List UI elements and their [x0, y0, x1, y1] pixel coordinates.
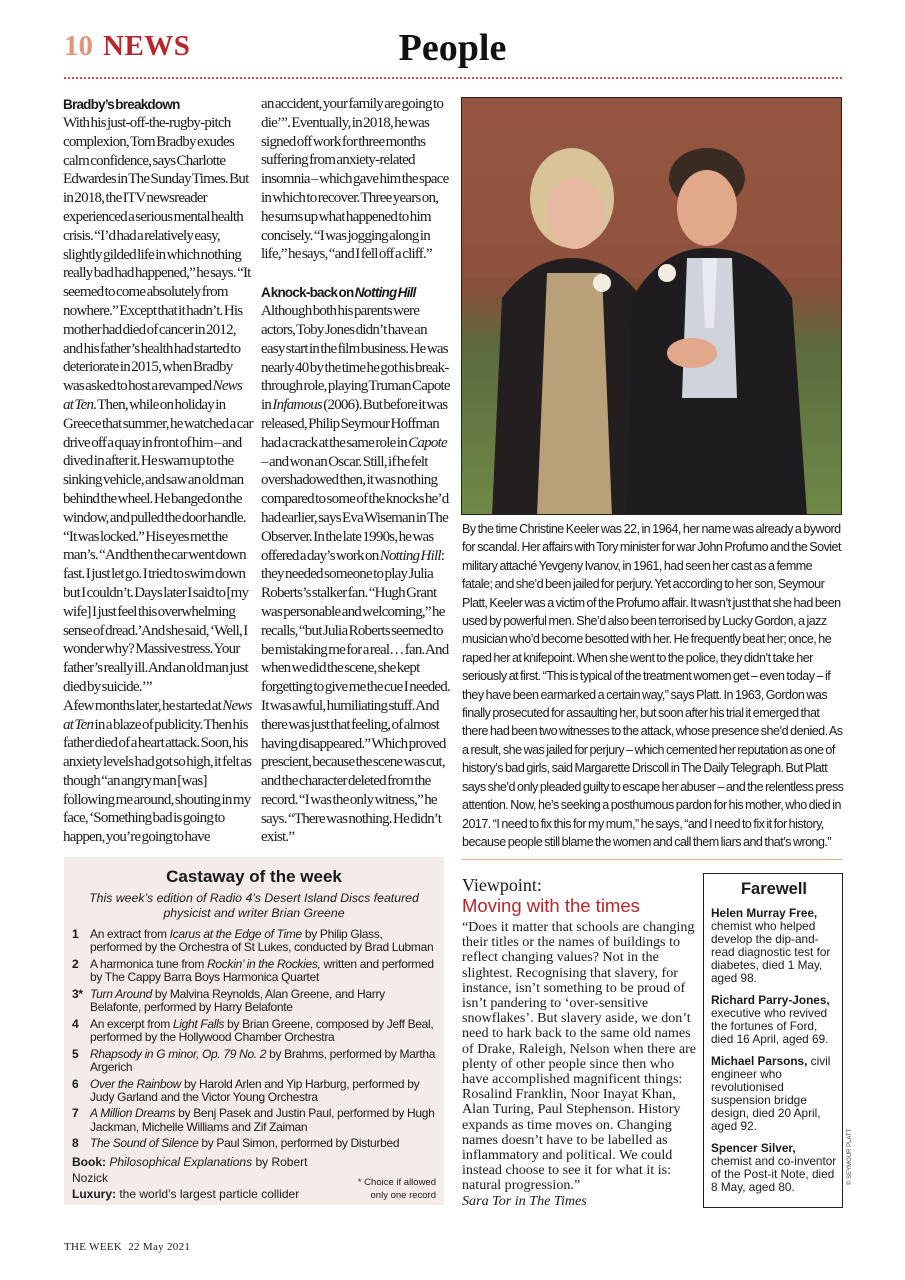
castaway-item [72, 1078, 436, 1104]
castaway-item-text [90, 1107, 436, 1133]
header-divider [64, 77, 842, 79]
text-run: by Benj Pasek and Justin Paul, performed by Hugh Jackman, Michelle Williams and Zif Zaiman [90, 1106, 435, 1134]
keeler-photo [461, 97, 842, 515]
text-run: Light Falls [172, 1016, 225, 1031]
text-run: Over the Rainbow [90, 1076, 182, 1091]
footer-publication: THE WEEK [64, 1241, 123, 1253]
text-run: by Paul Simon, performed by Disturbed [198, 1136, 400, 1151]
luxury-value: the world’s largest particle collider [116, 1187, 300, 1202]
section-label: NEWS [103, 30, 191, 62]
text-run: With his just-off-the-rugby-pitch complexion, Tom Bradby exudes calm confidence, says Charlotte Edwardes in The Sunday Times. But in 2018, the ITV newsreader experienced a serious mental health crisis. “I’d had a relatively easy, slightly gilded life in which nothing really bad had happened,” he says. “It seemed to come absolutely from nowhere.” Except that it hadn’t. His mother had died of cancer in 2012, and his father’s health had started to deteriorate in 2015, when Bradby was asked to host a revamped [63, 115, 251, 395]
book-value [72, 1155, 307, 1185]
castaway-item-number: 4 [72, 1016, 79, 1031]
caption-divider [462, 859, 842, 860]
text-run: News at Ten [63, 378, 243, 413]
castaway-item-number: 7 [72, 1106, 79, 1121]
castaway-footer [72, 1154, 436, 1202]
castaway-list [72, 928, 436, 1154]
article-column-2 [261, 95, 451, 847]
farewell-name: Helen Murray Free, [711, 906, 818, 920]
castaway-item [72, 1018, 436, 1044]
castaway-item-number: 1 [72, 927, 79, 941]
text-run: A few months later, he started at [63, 697, 223, 714]
text-run: by Malvina Reynolds, Alan Greene, and Harry Belafonte, performed by Harry Belafonte [90, 986, 385, 1015]
castaway-item-number: 8 [72, 1136, 79, 1151]
photo-illustration [462, 98, 842, 515]
page-footer [64, 1241, 190, 1253]
text-run: Philosophical Explanations [109, 1155, 253, 1170]
text-run: Icarus at the Edge of Time [169, 927, 302, 941]
farewell-item [711, 907, 837, 985]
article-column-1 [63, 95, 253, 847]
castaway-title: Castaway of the week [166, 867, 342, 886]
castaway-item-text [90, 958, 436, 984]
jones-heading [261, 283, 451, 302]
text-run: by Philip Glass, performed by the Orchestra of St Lukes, conducted by Brad Lubman [90, 927, 434, 955]
text-run: This week’s edition of Radio 4’s [89, 891, 265, 905]
jones-body [261, 302, 451, 847]
farewell-desc: executive who revived the fortunes of Ford, died 16 April, aged 69. [711, 1006, 829, 1046]
text-run: – and won an Oscar. Still, if he felt overshadowed then, it was nothing compared to some of the knocks he’d had earlier, says Eva Wiseman in The Observer. In the late 1990s, he was offered a day’s work on [261, 453, 449, 564]
page-number: 10 [64, 30, 93, 62]
text-run: featured physicist and writer Brian Greene [163, 891, 419, 920]
castaway-item-text [90, 1018, 436, 1044]
castaway-item-text [90, 1078, 436, 1104]
castaway-book-luxury [72, 1154, 346, 1202]
castaway-box [64, 857, 444, 1205]
bradby-heading: Bradby’s breakdown [63, 97, 180, 112]
castaway-item-number: 2 [72, 956, 79, 971]
farewell-item [711, 1055, 837, 1133]
farewell-name: Richard Parry-Jones, [711, 993, 830, 1007]
farewell-box [703, 873, 843, 1208]
text-run: by Brahms, performed by Martha Argerich [90, 1046, 436, 1074]
castaway-item [72, 958, 436, 984]
jones-heading-title: Notting Hill [354, 285, 416, 301]
text-run: A harmonica tune from [90, 956, 208, 971]
paragraph [63, 697, 253, 847]
text-run: An excerpt from [90, 1016, 173, 1031]
text-run: Infamous [272, 397, 322, 414]
castaway-item [72, 988, 436, 1014]
castaway-book [72, 1154, 346, 1186]
farewell-desc: chemist and co-inventor of the Post-it Note, died 8 May, aged 80. [711, 1154, 837, 1194]
farewell-item [711, 1142, 837, 1194]
text-run: Notting Hill [379, 547, 441, 564]
castaway-item [72, 1107, 436, 1133]
text-run: by Harold Arlen and Yip Harburg, performed by Judy Garland and the Victor Young Orchestra [90, 1076, 420, 1104]
viewpoint-body: “Does it matter that schools are changing their titles or the names of buildings to reflect changing values? Not in the slightest. Recognising that slavery, for instance, isn’t something to be proud of isn’t pandering to ‘over-sensitive snowflakes’. But slavery aside, we don’t need to hark back to the same old names of Drake, Raleigh, Nelson when there are plenty of other people since then who have accomplished magnificent things: Rosalind Franklin, Noor Inayat Khan, Alan Turing, Paul Stephenson. History expands as time moves on. Changing names doesn’t have to be labelled as inflammatory and political. We could instead choose to see it for what it is: natural progression.” [462, 919, 697, 1194]
photo-caption: By the time Christine Keeler was 22, in 1964, her name was already a byword for scandal. Her affairs with Tory minister for war John Profumo and the Soviet military attaché Yevgeny Ivanov, in 1961, had seen her cast as a femme fatale; and she’d been jailed for perjury. Yet according to her son, Seymour Platt, Keeler was a victim of the Profumo affair. It wasn’t just that she had been used by powerful men. She’d also been terrorised by Lucky Gordon, a jazz musician who’d become besotted with her. He frequently beat her; once, he raped her at knifepoint. When she went to the police, they didn’t take her seriously at first. “This is typical of the treatment women get – even today – if they have been earmarked a certain way,” says Platt. In 1963, Gordon was finally prosecuted for assaulting her, but soon after his trial it emerged that there had been two witnesses to the attack, whose presence she’d denied. As a result, she was jailed for perjury – which cemented her reputation as one of history’s bad girls, said Margarette Driscoll in The Daily Telegraph. But Platt says she’d only pleaded guilty to escape her abuser – and the relentless press attention. Now, he’s seeking a posthumous pardon for his mother, who died in 2017. “I need to fix this for my mum,” he says, “and I need to fix it for history, because people still blame the women and call them liars and that’s wrong.” [462, 522, 844, 849]
text-run: Turn Around [90, 986, 152, 1001]
text-run: Desert Island Discs [264, 891, 371, 905]
farewell-list [711, 907, 837, 1194]
luxury-label: Luxury: [72, 1187, 117, 1202]
farewell-desc: civil engineer who revolutionised suspension bridge design, died 20 April, aged 92. [711, 1054, 831, 1133]
castaway-item-text [90, 1048, 436, 1074]
farewell-item [711, 994, 837, 1046]
page-title: People [398, 27, 507, 69]
castaway-item-text [90, 928, 436, 954]
castaway-item-number: 3* [72, 986, 83, 1001]
castaway-item [72, 1048, 436, 1074]
text-run: (2006). But before it was released, Philip Seymour Hoffman had a crack at the same role in [261, 397, 448, 451]
bradby-body [63, 114, 253, 847]
farewell-name: Spencer Silver, [711, 1141, 796, 1155]
paragraph [261, 95, 451, 264]
book-label: Book: [72, 1155, 106, 1170]
text-run: in a blaze of publicity. Then his father died of a heart attack. Soon, his anxiety levels had got so high, it felt as though “an angry man [was] following me around, shouting in my face, ‘Something bad is going to happen, you’re going to have [63, 716, 252, 846]
viewpoint-title: Moving with the times [462, 895, 640, 916]
text-run: An extract from [90, 927, 170, 941]
text-run: : they needed someone to play Julia Roberts’s stalker fan. “Hugh Grant was personable and welcoming,” he recalls, “but Julia Roberts seemed to be mistaking me for a real… fan. And when we did the scene, she kept forgetting to give me the cue I needed. It was awful, humiliating stuff. And there was just that feeling, of almost having disappeared.” Which proved prescient, because the scene was cut, and the character deleted from the record. “I was the only witness,” he says. “There was nothing. He didn’t exist.” [261, 547, 450, 846]
castaway-item-text [90, 1137, 399, 1150]
castaway-item-number: 6 [72, 1076, 79, 1091]
castaway-item-number: 5 [72, 1046, 79, 1061]
text-run: by Brian Greene, composed by Jeff Beal, performed by the Hollywood Chamber Orchestra [90, 1016, 434, 1044]
viewpoint-label: Viewpoint: [462, 875, 542, 895]
text-run: Although both his parents were actors, Toby Jones didn’t have an easy start in the film business. He was nearly 40 by the time he got his break-through role, playing Truman Capote in [261, 303, 450, 414]
castaway-item-text [90, 988, 436, 1014]
text-run: by Robert Nozick [72, 1155, 308, 1186]
jones-heading-prefix: A knock-back on [261, 285, 355, 301]
castaway-note: * Choice if allowed only one record [357, 1177, 436, 1202]
castaway-intro [72, 891, 436, 920]
text-run: Capote [408, 434, 447, 451]
paragraph [261, 302, 451, 847]
viewpoint-source: Sara Tor in The Times [462, 1192, 587, 1209]
farewell-name: Michael Parsons, [711, 1054, 808, 1068]
text-run: News at Ten [63, 697, 252, 733]
text-run: A Million Dreams [90, 1106, 176, 1121]
farewell-title: Farewell [740, 880, 808, 898]
footer-date: 22 May 2021 [128, 1241, 191, 1253]
text-run: The Sound of Silence [90, 1136, 199, 1151]
paragraph [63, 114, 253, 697]
photo-credit: © SEYMOUR PLATT [847, 1128, 853, 1185]
text-run: written and performed by The Cappy Barra Boys Harmonica Quartet [90, 956, 434, 985]
text-run: . Then, while on holiday in Greece that summer, he watched a car drive off a quay in front of him – and dived in after it. He swam up to the sinking vehicle, and saw an old man behind the wheel. He banged on the window, and pulled the door handle. “It was locked.” His eyes met the man’s. “And then the car went down fast. I just let go. I tried to swim down but I couldn’t. Days later I said to [my wife] I just feel this overwhelming sense of dread.’ And she said, ‘Well, I wonder why? Massive stress. Your father’s really ill. And an old man just died by suicide.’” [63, 396, 253, 695]
bradby-body-continued [261, 95, 451, 264]
farewell-desc: chemist who helped develop the dip-and-read diagnostic test for diabetes, died 1 May, aged 98. [711, 919, 831, 985]
castaway-item [72, 1137, 436, 1150]
viewpoint [462, 875, 700, 1209]
text-run: an accident, your family are going to die’”. Eventually, in 2018, he was signed off work for three months suffering from anxiety-related insomnia – which gave him the space in which to recover. Three years on, he sums up what happened to him concisely. “I was jogging along in life,” he says, “and I fell off a cliff.” [261, 96, 449, 263]
text-run: Rhapsody in G minor, Op. 79 No. 2 [90, 1046, 267, 1061]
castaway-item [72, 928, 436, 954]
text-run: Rockin’ in the Rockies, [207, 956, 321, 971]
castaway-luxury [72, 1186, 346, 1202]
